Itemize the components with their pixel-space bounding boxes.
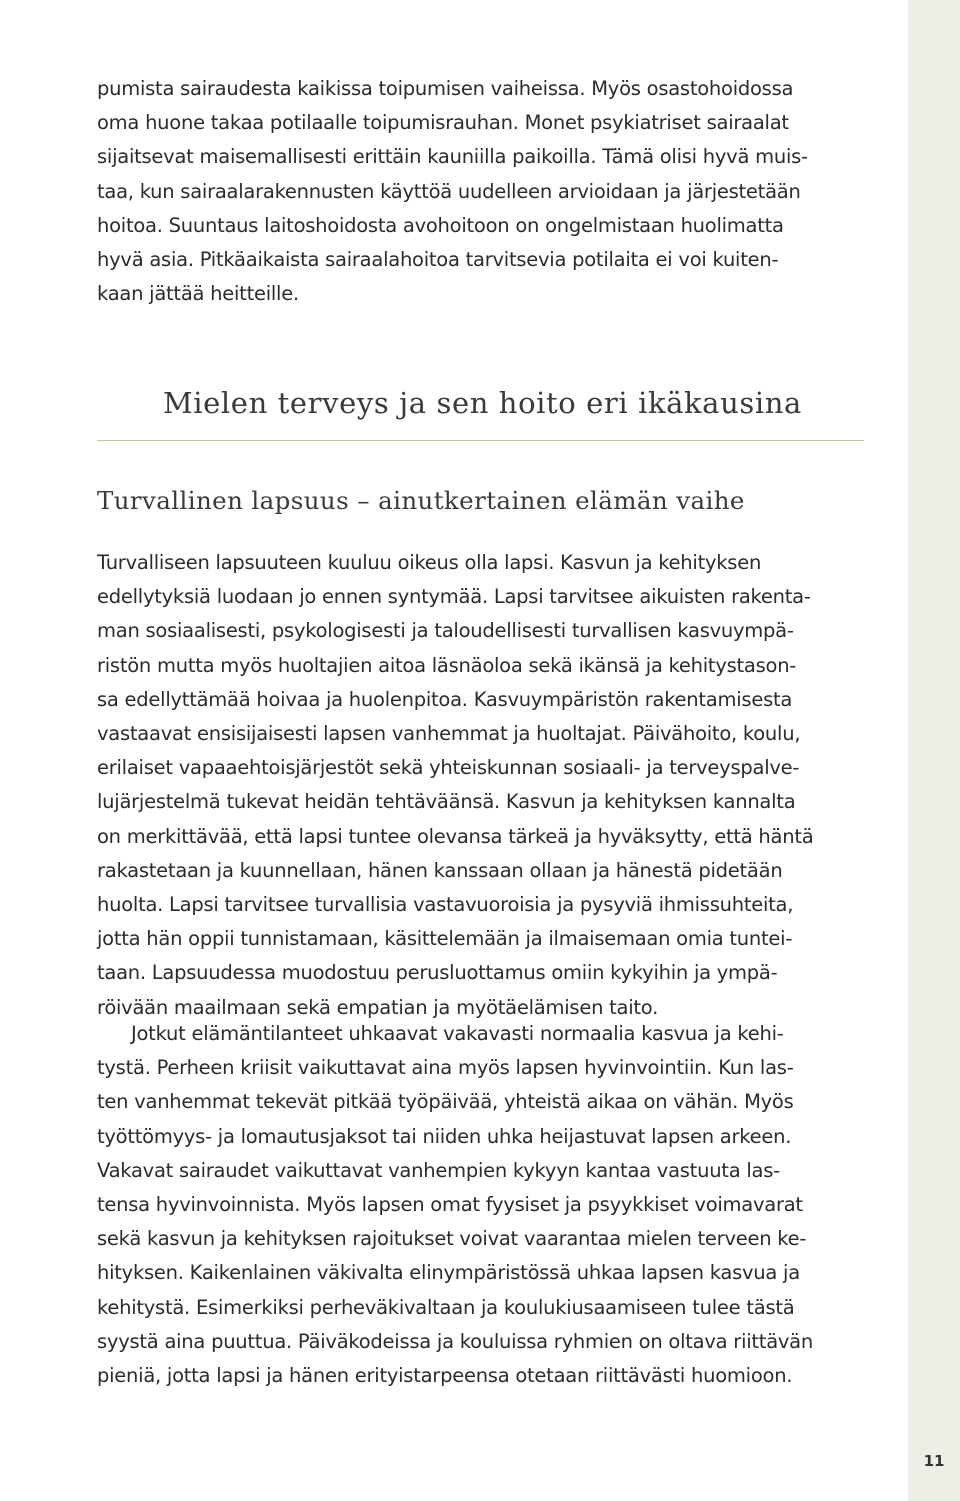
text-line: pieniä, jotta lapsi ja hänen erityistarpeensa otetaan riittävästi huomioon. xyxy=(97,1364,793,1388)
paragraph-2 xyxy=(97,1017,867,1393)
text-line: huolta. Lapsi tarvitsee turvallisia vastavuoroisia ja pysyviä ihmissuhteita, xyxy=(97,893,794,917)
text-line: taan. Lapsuudessa muodostuu perusluottamus omiin kykyihin ja ympä- xyxy=(97,961,778,985)
text-line: sekä kasvun ja kehityksen rajoitukset voivat vaarantaa mielen terveen ke- xyxy=(97,1227,807,1251)
text-line: hyvä asia. Pitkäaikaista sairaalahoitoa tarvitsevia potilaita ei voi kuiten- xyxy=(97,248,779,272)
text-line: kehitystä. Esimerkiksi perheväkivaltaan ja koulukiusaamiseen tulee tästä xyxy=(97,1295,795,1319)
text-line: syystä aina puuttua. Päiväkodeissa ja kouluissa ryhmien on oltava riittävän xyxy=(97,1329,813,1353)
text-line: sijaitsevat maisemallisesti erittäin kauniilla paikoilla. Tämä olisi hyvä muis- xyxy=(97,145,808,169)
text-line: oma huone takaa potilaalle toipumisrauhan. Monet psykiatriset sairaalat xyxy=(97,111,789,135)
intro-paragraph xyxy=(97,72,867,311)
text-line: hityksen. Kaikenlainen väkivalta elinympäristössä uhkaa lapsen kasvua ja xyxy=(97,1261,800,1285)
text-line: pumista sairaudesta kaikissa toipumisen vaiheissa. Myös osastohoidossa xyxy=(97,77,794,100)
text-line: Vakavat sairaudet vaikuttavat vanhempien kykyyn kantaa vastuuta las- xyxy=(97,1158,780,1182)
text-line: rakastetaan ja kuunnellaan, hänen kanssaan ollaan ja hänestä pidetään xyxy=(97,858,783,882)
text-line: jotta hän oppii tunnistamaan, käsittelemään ja ilmaisemaan omia tuntei- xyxy=(97,927,793,951)
text-line: ten vanhemmat tekevät pitkää työpäivää, yhteistä aikaa on vähän. Myös xyxy=(97,1090,794,1114)
text-line: työttömyys- ja lomautusjaksot tai niiden uhka heijastuvat lapsen arkeen. xyxy=(97,1124,792,1148)
text-line: taa, kun sairaalarakennusten käyttöä uudelleen arvioidaan ja järjestetään xyxy=(97,179,801,203)
text-line: tensa hyvinvoinnista. Myös lapsen omat fyysiset ja psyykkiset voimavarat xyxy=(97,1193,803,1217)
paragraph-1 xyxy=(97,546,867,1025)
text-line: lujärjestelmä tukevat heidän tehtäväänsä. Kasvun ja kehityksen kannalta xyxy=(97,790,796,814)
section-heading: Mielen terveys ja sen hoito eri ikäkausina xyxy=(163,386,802,420)
text-line: Jotkut elämäntilanteet uhkaavat vakavasti normaalia kasvua ja kehi- xyxy=(131,1022,784,1045)
text-line: kaan jättää heitteille. xyxy=(97,282,299,306)
text-line: edellytyksiä luodaan jo ennen syntymää. Lapsi tarvitsee aikuisten rakenta- xyxy=(97,585,811,609)
subsection-heading: Turvallinen lapsuus – ainutkertainen elämän vaihe xyxy=(97,486,745,515)
page-number: 11 xyxy=(923,1452,945,1470)
text-line: ristön mutta myös huoltajien aitoa läsnäoloa sekä ikänsä ja kehitystason- xyxy=(97,653,797,677)
text-line: man sosiaalisesti, psykologisesti ja taloudellisesti turvallisen kasvuympä- xyxy=(97,619,794,643)
text-line: hoitoa. Suuntaus laitoshoidosta avohoitoon on ongelmistaan huolimatta xyxy=(97,213,784,237)
text-line: vastaavat ensisijaisesti lapsen vanhemmat ja huoltajat. Päivähoito, koulu, xyxy=(97,722,801,746)
text-line: röivään maailmaan sekä empatian ja myötäelämisen taito. xyxy=(97,995,659,1019)
text-line: erilaiset vapaaehtoisjärjestöt sekä yhteiskunnan sosiaali- ja terveyspalve- xyxy=(97,756,800,780)
text-line: Turvalliseen lapsuuteen kuuluu oikeus olla lapsi. Kasvun ja kehityksen xyxy=(97,551,762,574)
text-line: on merkittävää, että lapsi tuntee olevansa tärkeä ja hyväksytty, että häntä xyxy=(97,824,814,848)
heading-divider xyxy=(97,440,864,441)
text-line: tystä. Perheen kriisit vaikuttavat aina myös lapsen hyvinvointiin. Kun las- xyxy=(97,1056,794,1080)
text-line: sa edellyttämää hoivaa ja huolenpitoa. Kasvuympäristön rakentamisesta xyxy=(97,687,793,711)
page-side-band xyxy=(908,0,960,1501)
